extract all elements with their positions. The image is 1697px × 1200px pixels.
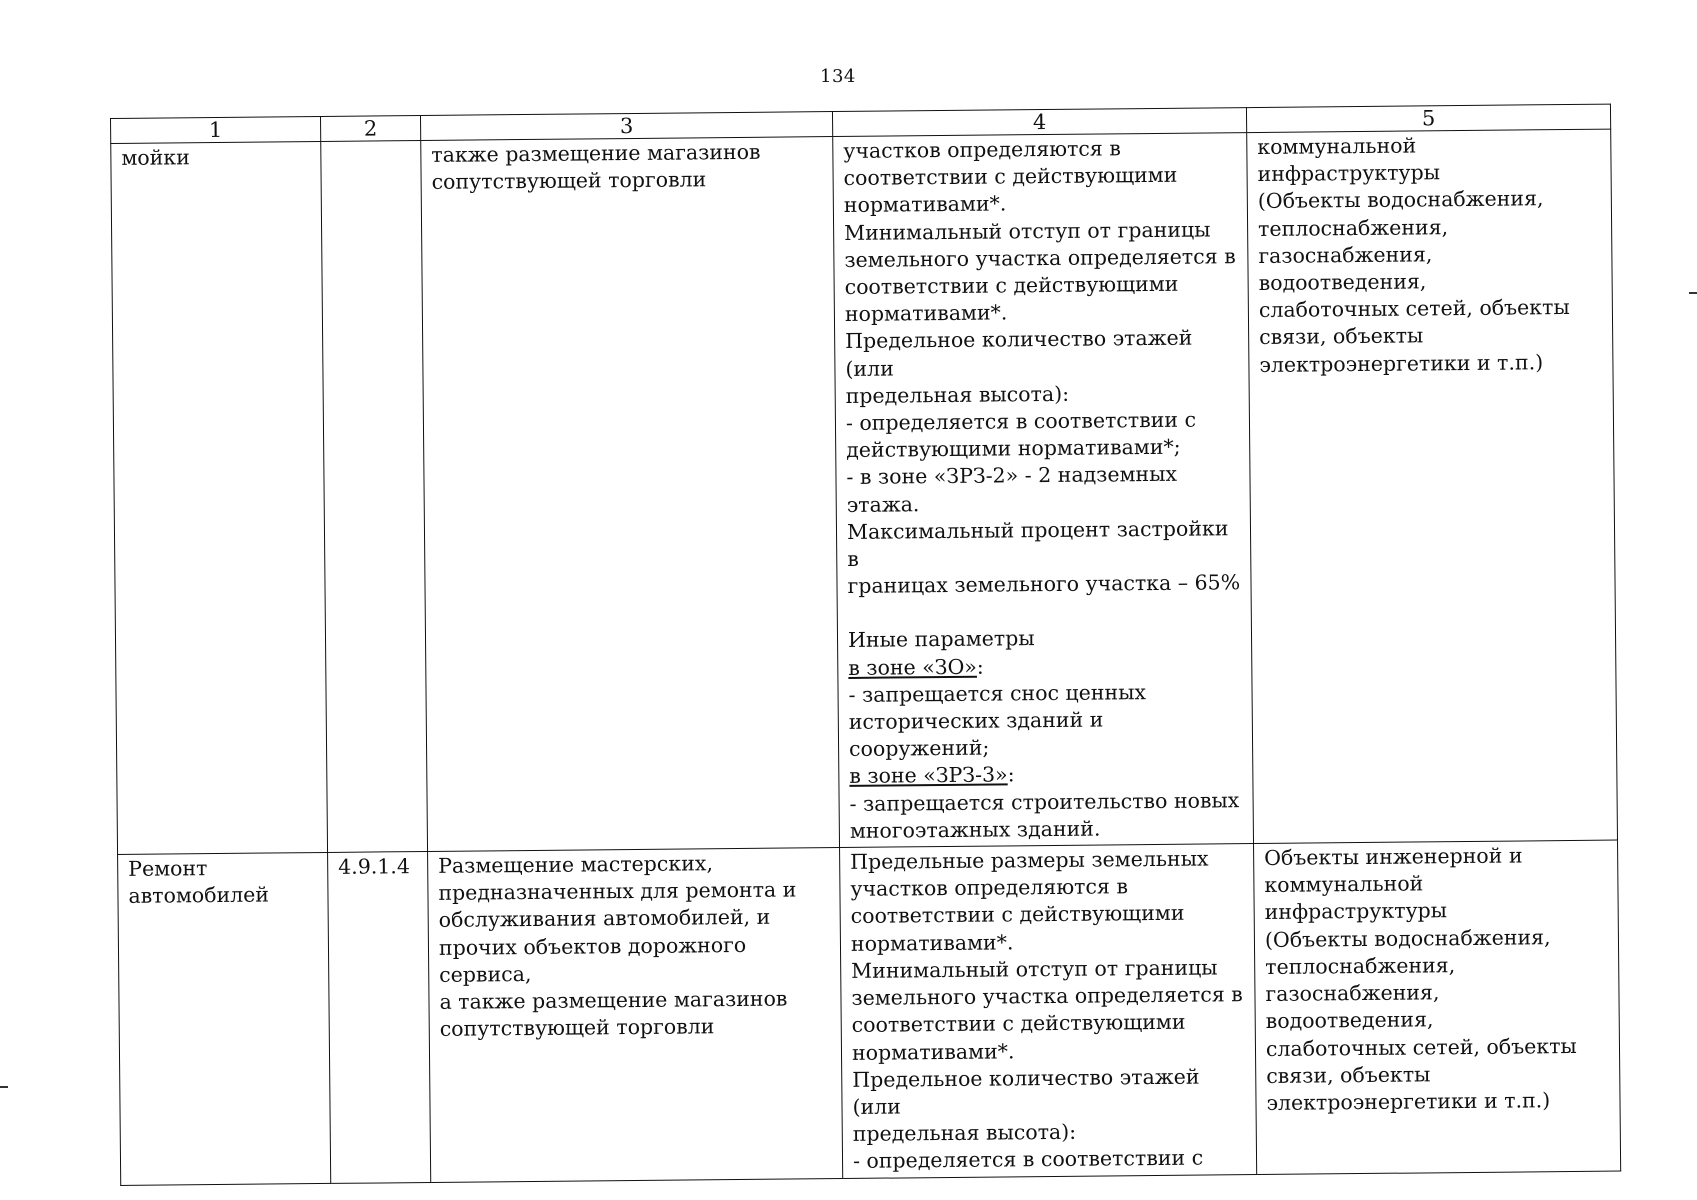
zone-zrz3-line: - запрещается строительство новых (849, 787, 1240, 816)
row2-use-name-line: автомобилей (128, 882, 270, 909)
paragraph-gap (848, 597, 1243, 628)
row1-infra-line: газоснабжения, водоотведения, (1258, 242, 1433, 295)
zone-zo-line: исторических зданий и сооружений; (848, 707, 1104, 762)
row1-infra-line: связи, объекты (1259, 323, 1424, 350)
row2-desc-line: прочих объектов дорожного сервиса, (438, 932, 747, 987)
zone-zo-underlined: в зоне «ЗО» (848, 654, 977, 680)
row1-param-line: границах земельного участка – 65% (847, 570, 1241, 599)
row1-infra-line: теплоснабжения, (1257, 214, 1449, 241)
row2-param-line: Минимальный отступ от границы (851, 955, 1218, 983)
row1-param-line: Минимальный отступ от границы (844, 217, 1211, 245)
row2-code-text: 4.9.1.4 (338, 854, 411, 879)
row1-infrastructure (1247, 129, 1618, 844)
row2-infra-line: электроэнергетики и т.п.) (1266, 1088, 1551, 1115)
header-col-3: 3 (420, 112, 832, 141)
zone-zrz3-label: в зоне «ЗРЗ-3»: (849, 762, 1015, 789)
row1-desc-line: сопутствующей торговли (431, 167, 707, 195)
page-number: 134 (820, 66, 856, 87)
row2-desc-line: обслуживания автомобилей, и (438, 905, 771, 933)
zone-zrz3-underlined: в зоне «ЗРЗ-3» (849, 762, 1008, 789)
row2-param-line: Предельное количество этажей (или (852, 1064, 1200, 1119)
header-col-4: 4 (832, 108, 1246, 137)
row2-infra-line: теплоснабжения, (1265, 953, 1456, 979)
row2-desc-line: Размещение мастерских, (438, 851, 714, 878)
row2-code (328, 852, 431, 1183)
zone-zrz3-line: многоэтажных зданий. (849, 816, 1101, 843)
row1-infra-line: коммунальной инфраструктуры (1257, 133, 1441, 187)
row1-param-line: соответствии с действующими (843, 162, 1178, 191)
row2-param-line: - определяется в соответствии с (852, 1145, 1204, 1174)
row2-desc-line: предназначенных для ремонта и (438, 877, 797, 906)
row1-param-line: соответствии с действующими (844, 271, 1179, 299)
row1-code (321, 141, 428, 853)
row2-use-name (118, 853, 331, 1185)
row2-desc-line: сопутствующей торговли (439, 1014, 715, 1042)
row1-use-name (111, 141, 328, 854)
row2-infra-line: газоснабжения, водоотведения, (1265, 980, 1440, 1034)
row1-param-line: нормативами*. (844, 300, 1008, 327)
row1-description (421, 137, 840, 852)
row2-infra-line: коммунальной инфраструктуры (1264, 871, 1448, 925)
row2-description (428, 848, 843, 1182)
row2-param-line: Предельные размеры земельных (850, 846, 1209, 875)
document-table (110, 104, 1621, 1186)
row2-param-line: нормативами*. (850, 930, 1014, 956)
row2-infrastructure (1254, 840, 1621, 1174)
row1-param-line: действующими нормативами*; (846, 434, 1181, 463)
row1-desc-line: также размещение магазинов (431, 139, 761, 167)
row2-infra-line: (Объекты водоснабжения, (1264, 924, 1551, 952)
row1-param-line: предельная высота): (845, 381, 1070, 408)
zone-zo-line: - запрещается снос ценных (848, 679, 1147, 707)
row1-parameters (833, 133, 1254, 848)
zone-zo-label: в зоне «ЗО»: (848, 654, 984, 680)
row1-param-line: земельного участка определяется в (844, 244, 1236, 272)
header-col-1: 1 (111, 116, 321, 143)
row2-param-line: земельного участка определяется в (851, 982, 1243, 1011)
row2-infra-line: связи, объекты (1266, 1062, 1431, 1088)
document-table-wrapper (110, 104, 1620, 1186)
row1-param-line: участков определяются в (843, 136, 1121, 163)
row1-param-line: Предельное количество этажей (или (845, 326, 1193, 381)
row1-use-name-text: мойки (121, 145, 190, 170)
header-col-5: 5 (1246, 104, 1610, 132)
row1-param-line: - в зоне «ЗРЗ-2» - 2 надземных этажа. (846, 462, 1178, 517)
row2-parameters (840, 844, 1257, 1178)
row2-use-name-line: Ремонт (128, 856, 208, 881)
row1-infra-line: электроэнергетики и т.п.) (1259, 349, 1544, 377)
row1-infra-line: (Объекты водоснабжения, (1257, 186, 1544, 214)
row2-infra-line: слаботочных сетей, объекты (1265, 1033, 1577, 1061)
scan-edge-mark (1689, 292, 1697, 294)
table-row (118, 840, 1621, 1185)
row2-param-line: соответствии с действующими (851, 1010, 1186, 1038)
header-col-2: 2 (320, 116, 420, 142)
row1-infra-line: слаботочных сетей, объекты (1258, 295, 1570, 323)
row1-param-line: нормативами*. (843, 191, 1007, 218)
row2-param-line: предельная высота): (852, 1119, 1077, 1147)
row2-desc-line: а также размещение магазинов (439, 986, 788, 1014)
table-row (111, 129, 1618, 854)
row1-param-line: Максимальный процент застройки в (846, 516, 1229, 571)
row2-param-line: соответствии с действующими (850, 901, 1185, 929)
row1-param-line: - определяется в соответствии с (845, 407, 1197, 435)
scan-edge-mark (0, 1086, 8, 1088)
row2-param-line: участков определяются в (850, 874, 1129, 902)
row2-param-line: нормативами*. (851, 1038, 1015, 1065)
row2-infra-line: Объекты инженерной и (1264, 843, 1523, 871)
other-params-heading: Иные параметры (847, 626, 1035, 653)
